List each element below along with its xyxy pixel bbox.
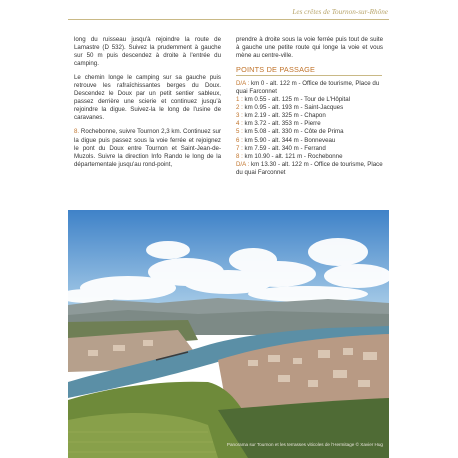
waypoint-text: km 3.72 - alt. 353 m - Pierre	[242, 120, 321, 128]
waypoint-text: km 2.19 - alt. 325 m - Chapon	[242, 112, 326, 120]
panorama-photo	[68, 210, 389, 458]
waypoint-code: 6 :	[236, 136, 243, 144]
waypoint-code: 1 :	[236, 96, 243, 104]
running-header: Les crêtes de Tournon-sur-Rhône	[292, 8, 388, 16]
waypoint-item	[236, 80, 383, 96]
waypoint-text: km 0 - alt. 122 m - Office de tourisme, Place du quai Farconnet	[236, 80, 380, 96]
waypoint-item	[236, 153, 383, 161]
waypoint-item	[236, 128, 383, 136]
waypoint-item	[236, 112, 383, 120]
waypoint-code: 5 :	[236, 128, 243, 136]
waypoint-item	[236, 104, 383, 112]
left-text-column	[74, 36, 221, 175]
waypoint-text: km 5.08 - alt. 330 m - Côte de Prima	[242, 128, 344, 136]
waypoint-code: 8 :	[236, 152, 243, 160]
waypoint-text: km 0.95 - alt. 193 m - Saint-Jacques	[242, 104, 344, 112]
waypoint-item	[236, 137, 383, 145]
waypoint-code: D/A :	[236, 160, 250, 168]
waypoint-list	[236, 80, 383, 177]
waypoint-text: km 13.30 - alt. 122 m - Office de tourisme, Place du quai Farconnet	[236, 160, 383, 176]
waypoint-code: 4 :	[236, 120, 243, 128]
waypoint-text: km 5.90 - alt. 344 m - Bonneveau	[242, 136, 336, 144]
waypoint-code: 2 :	[236, 104, 243, 112]
header-divider	[68, 19, 389, 20]
intro-paragraph: prendre à droite sous la voie ferrée puis tout de suite à gauche une petite route qui longe la voie et vous mène au centre-ville.	[236, 36, 383, 60]
section-divider	[236, 75, 382, 76]
waypoint-code: D/A :	[236, 80, 250, 88]
paragraph-2: Le chemin longe le camping sur sa gauche puis retrouve les rafraîchissantes berges du Doux. Descendez le Doux par un petit sentier sableux, passez derrière une scierie et continuez jusqu'à rejoindre la digue. Suivez-la le long de l'usine de caravanes.	[74, 74, 221, 122]
waypoint-text: km 7.59 - alt. 340 m - Ferrand	[242, 144, 326, 152]
waypoint-code: 3 :	[236, 112, 243, 120]
paragraph-1: long du ruisseau jusqu'à rejoindre la route de Lamastre (D 532). Suivez la prudemment à gauche sur 50 m puis descendez à droite à l'entrée du camping.	[74, 36, 221, 68]
paragraph-3: 8. Rochebonne, suivre Tournon 2,3 km. Continuez sur la digue puis passez sous la voie ferrée et rejoignez le pont du Doux entre Tournon et Saint-Jean-de-Muzols. Suivre la direction Info Rando le long de la départementale jusqu'au rond-point,	[74, 128, 221, 168]
waypoint-code: 7 :	[236, 144, 243, 152]
waypoint-item	[236, 96, 383, 104]
waypoint-item	[236, 120, 383, 128]
panorama-illustration	[68, 210, 389, 458]
waypoint-item	[236, 145, 383, 153]
right-text-column	[236, 36, 383, 177]
photo-caption: Panorama sur Tournon et les terrasses viticoles de l'Hermitage © Xavier Hug	[226, 442, 383, 447]
waypoint-text: km 0.55 - alt. 125 m - Tour de L'Hôpital	[242, 96, 351, 104]
waypoint-item	[236, 161, 383, 177]
step-number: 8.	[74, 128, 80, 136]
waypoint-text: km 10.90 - alt. 121 m - Rochebonne	[242, 152, 343, 160]
section-title: POINTS DE PASSAGE	[236, 65, 316, 75]
